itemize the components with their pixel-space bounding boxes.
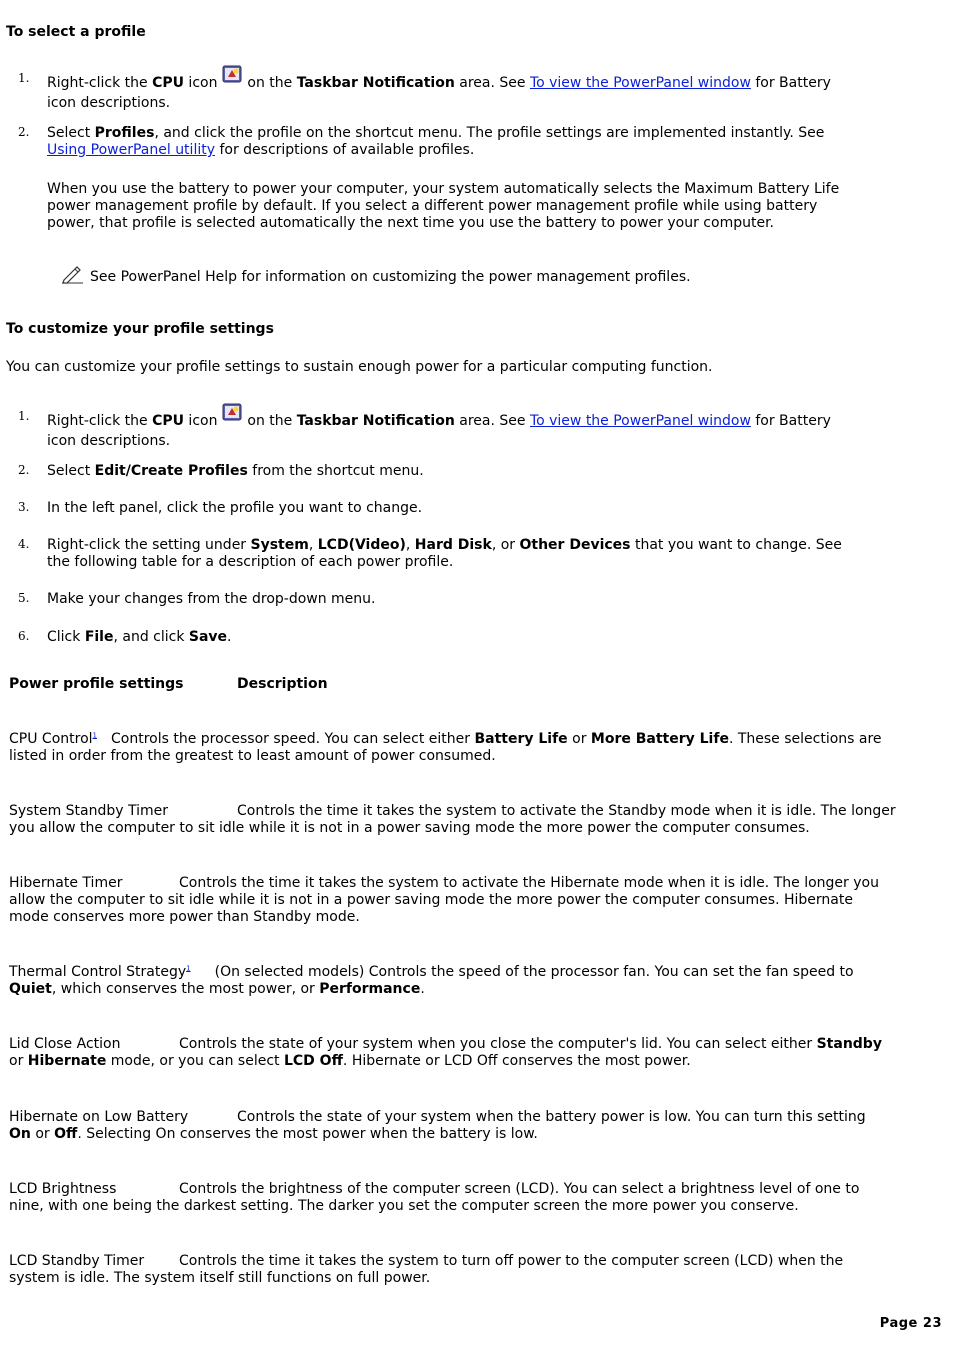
step-6-text: Click File, and click Save. [47,629,232,645]
setting-name: LCD Standby Timer [9,1253,145,1269]
step-number: 1. [18,409,30,423]
link-using-powerpanel-utility[interactable]: Using PowerPanel utility [47,142,215,158]
step-number: 5. [18,591,30,605]
step-number: 2. [18,463,30,477]
table-row: Hibernate on Low Battery Controls the state of your system when the battery power is low. You can turn this setting On or Off. Selecting On conserves the most power when the battery is low. [9,1109,866,1142]
step-5-text: Make your changes from the drop-down menu. [47,591,376,607]
section-heading-customize: To customize your profile settings [6,321,274,337]
setting-name: LCD Brightness [9,1181,117,1197]
table-row: Lid Close Action Controls the state of your system when you close the computer's lid. You can select either Standby or Hibernate mode, or you can select LCD Off. Hibernate or LCD Off conserves the most power. [9,1036,882,1069]
footnote-link[interactable]: 1 [92,731,97,740]
step-1-text: Right-click the CPU icon on the Taskbar Notification area. See To view the PowerPanel window for Battery icon descriptions. [47,409,927,450]
setting-name: Hibernate Timer [9,875,123,891]
setting-name: System Standby Timer [9,803,169,819]
footnote-link[interactable]: 1 [186,964,191,973]
cpu-icon [222,403,243,427]
section-heading-select-profile: To select a profile [6,24,146,40]
setting-name: Thermal Control Strategy [9,964,187,980]
step-4-text: Right-click the setting under System, LCD(Video), Hard Disk, or Other Devices that you want to change. See the following table for a description of each power profile. [47,537,842,570]
pencil-note-icon [61,264,85,289]
customize-intro: You can customize your profile settings to sustain enough power for a particular computing function. [6,359,713,375]
step-2-text: Select Edit/Create Profiles from the shortcut menu. [47,463,424,479]
page-number: Page 23 [879,1316,942,1331]
table-row: System Standby Timer Controls the time it takes the system to activate the Standby mode when it is idle. The longer you allow the computer to sit idle while it is not in a power saving mode the more power the computer consumes. [9,803,896,836]
step-number: 1. [18,71,30,85]
setting-name: Lid Close Action [9,1036,121,1052]
link-view-powerpanel-window[interactable]: To view the PowerPanel window [529,413,751,429]
table-row: Thermal Control Strategy$^1$ (On selected models) Controls the speed of the processor fan. You can set the fan speed to Quiet, which conserves the most power, or Performance. [9,964,854,997]
step-number: 3. [18,500,30,514]
step-number: 4. [18,537,30,551]
step-1-text: Right-click the CPU icon on the Taskbar Notification area. See To view the PowerPanel window for Battery icon descriptions. [47,71,927,112]
table-row: Hibernate Timer Controls the time it takes the system to activate the Hibernate mode when it is idle. The longer you allow the computer to sit idle while it is not in a power saving mode the more power the computer consumes. Hibernate mode conserves more power than Standby mode. [9,875,879,925]
step-number: 2. [18,125,30,139]
step-3-text: In the left panel, click the profile you want to change. [47,500,423,516]
note-text: See PowerPanel Help for information on customizing the power management profiles. [90,269,691,285]
battery-profile-paragraph: When you use the battery to power your computer, your system automatically selects the Maximum Battery Life power management profile by default. If you select a different power management profile while using battery power, that profile is selected automatically the next time you use the battery to power your computer. [47,181,840,231]
setting-name: Hibernate on Low Battery [9,1109,189,1125]
link-view-powerpanel-window[interactable]: To view the PowerPanel window [529,75,751,91]
table-header-settings: Power profile settings [9,676,184,692]
cpu-icon [222,65,243,89]
step-2-text: Select Profiles, and click the profile on the shortcut menu. The profile settings are implemented instantly. See Using PowerPanel utility for descriptions of available profiles. [47,125,825,158]
table-row: LCD Brightness Controls the brightness of the computer screen (LCD). You can select a brightness level of one to nine, with one being the darkest setting. The darker you set the computer screen the more power you conserve. [9,1181,860,1214]
setting-name: CPU Control [9,731,93,747]
table-row: CPU Control$^1$ Controls the processor speed. You can select either Battery Life or More Battery Life. These selections are listed in order from the greatest to least amount of power consumed. [9,731,882,764]
step-number: 6. [18,629,30,643]
table-header-description: Description [237,676,328,692]
table-row: LCD Standby Timer Controls the time it takes the system to turn off power to the computer screen (LCD) when the system is idle. The system itself still functions on full power. [9,1253,844,1286]
